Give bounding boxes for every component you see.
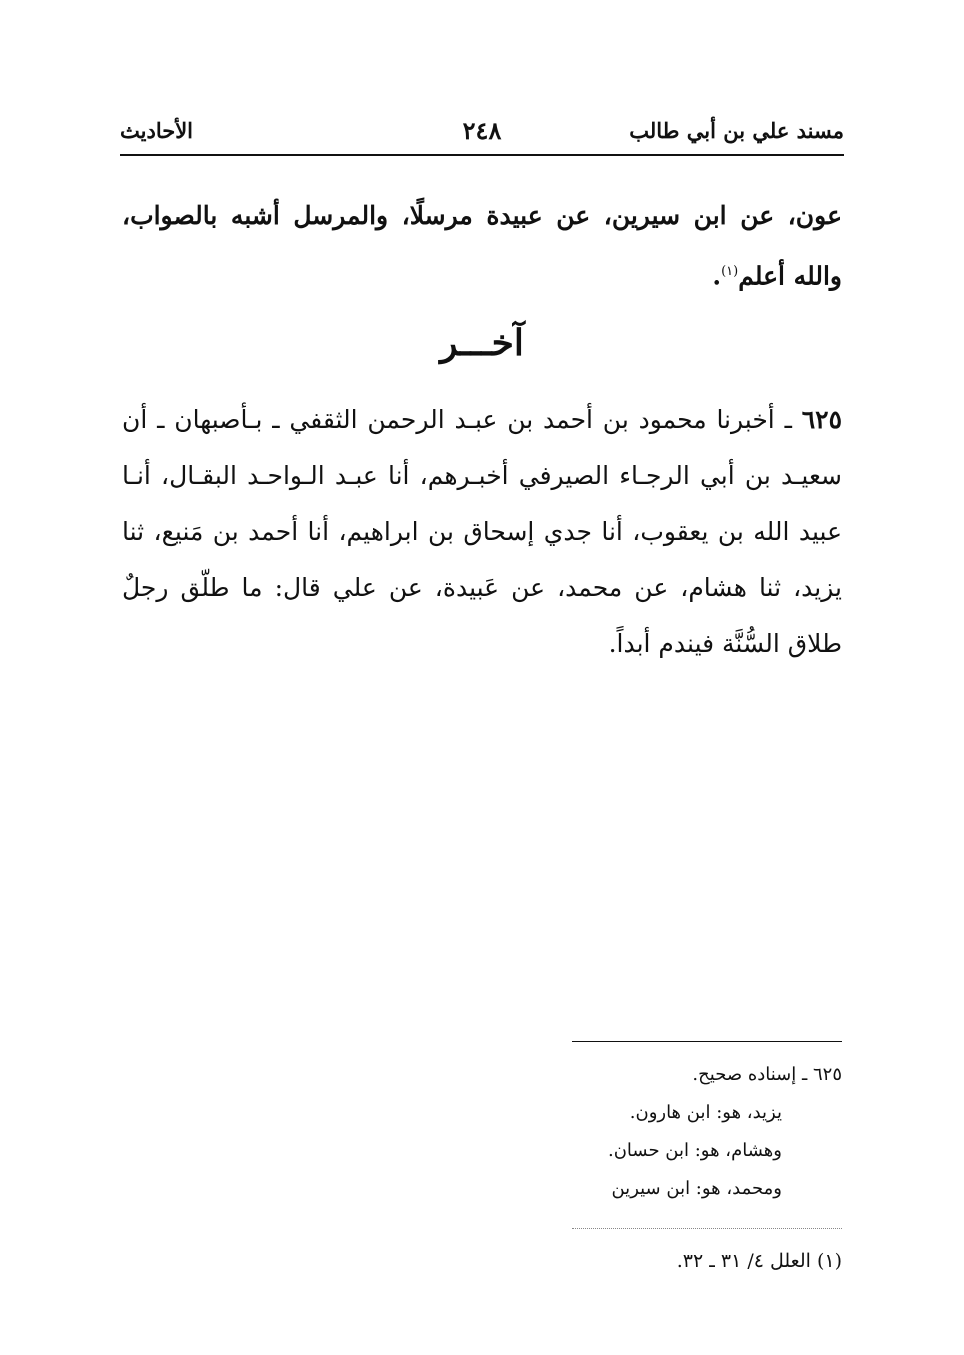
hadith-text: أخبرنا محمود بن أحمد بن عبـد الرحمن الثقفي ـ بـأصبهان ـ أن سعيـد بن أبي الرجـاء الصيرفي أخبـرهم، أنا عبـد الـواحـد البقـال، أنـا عبيد الله بن يعقوب، أنا جدي إسحاق بن ابراهيم، أنا أحمد بن مَنيع، ثنا يزيد، ثنا هشام، عن محمد، عن عَبيدة، عن علي قال: ما طلّق رجلٌ طلاق السُّنَّة فيندم أبداً. — [122, 405, 842, 658]
continuation-text: عون، عن ابن سيرين، عن عبيدة مرسلًا، والمرسل أشبه بالصواب، والله أعلم — [122, 201, 842, 291]
section-title: الأحاديث — [120, 118, 194, 143]
continuation-paragraph — [122, 188, 842, 304]
book-title: مسند علي بن أبي طالب — [629, 118, 844, 143]
footnote-divider — [572, 1228, 842, 1229]
running-header — [120, 118, 844, 156]
note-line: ومحمد، هو: ابن سيرين — [611, 1178, 782, 1199]
notes-rule — [572, 1041, 842, 1042]
note-line: يزيد، هو: ابن هارون. — [629, 1102, 782, 1123]
isnad-notes — [542, 1056, 842, 1208]
hadith-number: ٦٢٥ — [801, 405, 843, 434]
footnote-reference[interactable]: (١) — [721, 264, 739, 279]
note-line: ٦٢٥ ـ إسناده صحيح. — [692, 1064, 842, 1085]
hadith-paragraph — [122, 392, 842, 672]
page-number: ٢٤٨ — [462, 116, 502, 145]
footnote: (١) العلل ٤/ ٣١ ـ ٣٢. — [676, 1250, 842, 1272]
hadith-separator: ـ — [774, 405, 802, 434]
section-heading: آخـــر — [440, 322, 524, 364]
note-line: وهشام، هو: ابن حسان. — [607, 1140, 782, 1161]
continuation-end-mark: . — [712, 261, 722, 291]
